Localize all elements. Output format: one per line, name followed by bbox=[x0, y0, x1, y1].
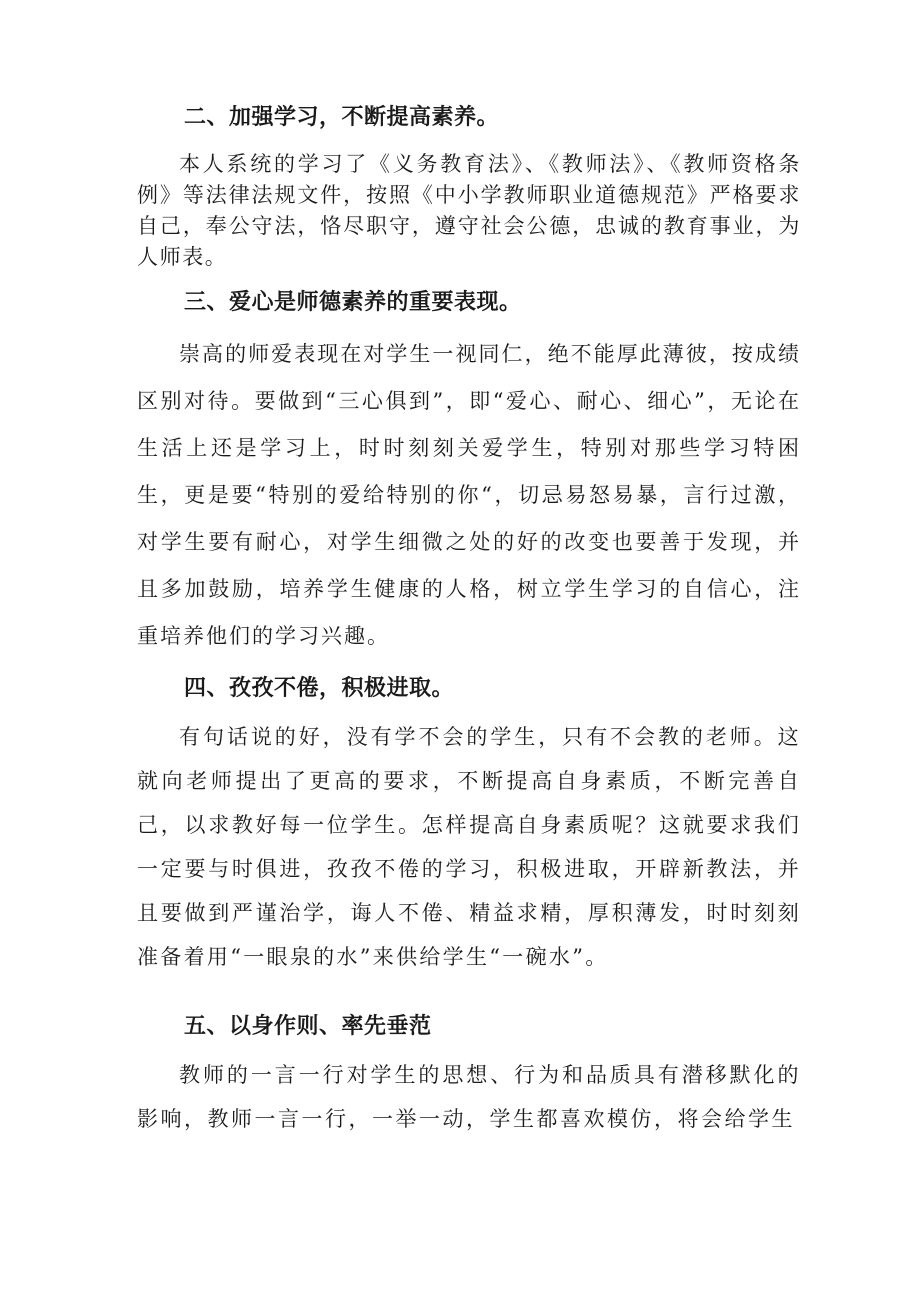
section-body-5: 教师的一言一行对学生的思想、行为和品质具有潜移默化的影响，教师一言一行，一举一动，学生都喜欢模仿，将会给学生 bbox=[137, 1063, 801, 1131]
section-body-3: 崇高的师爱表现在对学生一视同仁，绝不能厚此薄彼，按成绩区别对待。要做到“三心俱到”，即“爱心、耐心、细心”，无论在生活上还是学习上，时时刻刻关爱学生，特别对那些学习特困生，更是要“特别的爱给特别的你“，切忌易怒易暴，言行过激，对学生要有耐心，对学生细微之处的好的改变也要善于发现，并且多加鼓励，培养学生健康的人格，树立学生学习的自信心，注重培养他们的学习兴趣。 bbox=[137, 342, 801, 648]
section-heading-4: 四、孜孜不倦，积极进取。 bbox=[184, 676, 455, 701]
section-heading-2: 二、加强学习，不断提高素养。 bbox=[184, 105, 500, 130]
section-heading-3: 三、爱心是师德素养的重要表现。 bbox=[184, 290, 522, 315]
section-body-2: 本人系统的学习了《义务教育法》、《教师法》、《教师资格条例》等法律法规文件，按照《中小学教师职业道德规范》严格要求自己，奉公守法，恪尽职守，遵守社会公德，忠诚的教育事业，为人师表。 bbox=[137, 152, 801, 269]
section-body-4: 有句话说的好，没有学不会的学生，只有不会教的老师。这就向老师提出了更高的要求，不断提高自身素质，不断完善自己，以求教好每一位学生。怎样提高自身素质呢？这就要求我们一定要与时俱进，孜孜不倦的学习，积极进取，开辟新教法，并且要做到严谨治学，诲人不倦、精益求精，厚积薄发，时时刻刻准备着用“一眼泉的水”来供给学生“一碗水”。 bbox=[137, 725, 801, 969]
section-heading-5: 五、以身作则、率先垂范 bbox=[184, 1014, 432, 1039]
